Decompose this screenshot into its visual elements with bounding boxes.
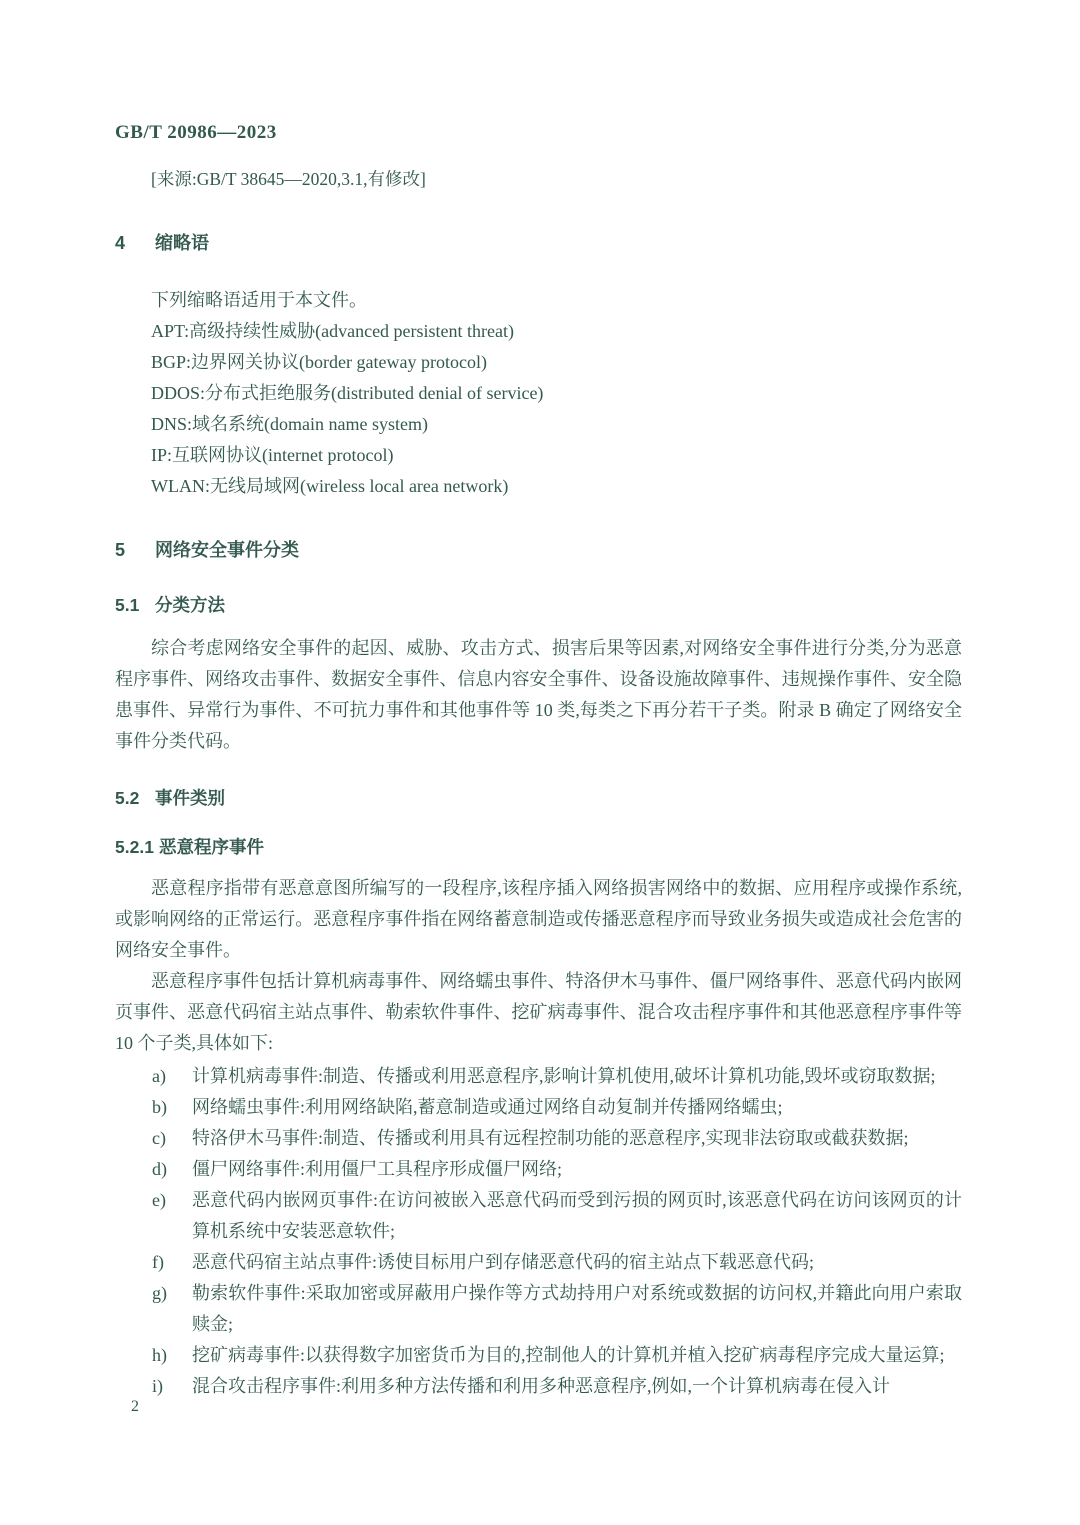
- abbreviation-item: IP:互联网协议(internet protocol): [151, 445, 394, 465]
- section-5-2-1-heading: [115, 834, 962, 859]
- list-item-label: b): [152, 1097, 167, 1117]
- list-item-a: [152, 1061, 962, 1092]
- list-item-label: i): [152, 1376, 163, 1396]
- list-item-label: e): [152, 1190, 166, 1210]
- doc-number: GB/T 20986—2023: [115, 122, 277, 143]
- section-4-heading: [115, 229, 962, 255]
- section-5-1-number: 5.1: [115, 595, 140, 615]
- list-item-f: [152, 1247, 962, 1278]
- section-5-1-heading: [115, 592, 962, 617]
- malware-subtypes-paragraph: 恶意程序事件包括计算机病毒事件、网络蠕虫事件、特洛伊木马事件、僵尸网络事件、恶意代码内嵌网页事件、恶意代码宿主站点事件、勒索软件事件、挖矿病毒事件、混合攻击程序事件和其他恶意程序事件等 10 个子类,具体如下:: [115, 971, 962, 1053]
- section-5-2-heading: [115, 785, 962, 810]
- abbreviation-item: WLAN:无线局域网(wireless local area network): [151, 476, 509, 496]
- malware-subtype-list: [115, 1061, 962, 1402]
- section-5-2-title: 事件类别: [155, 788, 225, 808]
- section-5-2-1-title: 恶意程序事件: [159, 837, 264, 857]
- list-item-text: 僵尸网络事件:利用僵尸工具程序形成僵尸网络;: [192, 1159, 562, 1179]
- abbreviation-item: DDOS:分布式拒绝服务(distributed denial of service): [151, 383, 544, 403]
- list-item-text: 挖矿病毒事件:以获得数字加密货币为目的,控制他人的计算机并植入挖矿病毒程序完成大量运算;: [192, 1345, 945, 1365]
- section-5-heading: [115, 536, 962, 562]
- list-item-label: h): [152, 1345, 167, 1365]
- section-5-title: 网络安全事件分类: [155, 540, 299, 560]
- list-item-text: 特洛伊木马事件:制造、传播或利用具有远程控制功能的恶意程序,实现非法窃取或截获数据;: [192, 1128, 909, 1148]
- abbreviation-item: DNS:域名系统(domain name system): [151, 414, 428, 434]
- list-item-h: [152, 1340, 962, 1371]
- list-item-g: [152, 1278, 962, 1340]
- list-item-text: 勒索软件事件:采取加密或屏蔽用户操作等方式劫持用户对系统或数据的访问权,并籍此向用户索取赎金;: [192, 1283, 962, 1334]
- list-item-text: 恶意代码宿主站点事件:诱使目标用户到存储恶意代码的宿主站点下载恶意代码;: [192, 1252, 814, 1272]
- section-5-2-number: 5.2: [115, 788, 140, 808]
- list-item-c: [152, 1123, 962, 1154]
- list-item-label: a): [152, 1066, 166, 1086]
- section-5-2-1-number: 5.2.1: [115, 837, 154, 857]
- abbreviation-item: APT:高级持续性威胁(advanced persistent threat): [151, 321, 515, 341]
- section-5-number: 5: [115, 540, 126, 560]
- abbreviations-intro: 下列缩略语适用于本文件。: [151, 290, 367, 310]
- page-number: 2: [131, 1398, 139, 1415]
- section-5-1-title: 分类方法: [155, 595, 225, 615]
- abbreviation-item: BGP:边界网关协议(border gateway protocol): [151, 352, 487, 372]
- source-note: [来源:GB/T 38645—2020,3.1,有修改]: [151, 169, 426, 189]
- list-item-text: 计算机病毒事件:制造、传播或利用恶意程序,影响计算机使用,破坏计算机功能,毁坏或窃取数据;: [192, 1066, 936, 1086]
- section-4-title: 缩略语: [155, 233, 209, 253]
- abbreviation-list: [115, 316, 962, 502]
- list-item-label: f): [152, 1252, 164, 1272]
- malware-definition-paragraph: 恶意程序指带有恶意意图所编写的一段程序,该程序插入网络损害网络中的数据、应用程序或操作系统,或影响网络的正常运行。恶意程序事件指在网络蓄意制造或传播恶意程序而导致业务损失或造成社会危害的网络安全事件。: [115, 878, 962, 960]
- list-item-i: [152, 1371, 962, 1402]
- list-item-label: c): [152, 1128, 166, 1148]
- list-item-label: g): [152, 1283, 167, 1303]
- list-item-text: 混合攻击程序事件:利用多种方法传播和利用多种恶意程序,例如,一个计算机病毒在侵入计: [192, 1376, 890, 1396]
- list-item-text: 网络蠕虫事件:利用网络缺陷,蓄意制造或通过网络自动复制并传播网络蠕虫;: [192, 1097, 783, 1117]
- list-item-e: [152, 1185, 962, 1247]
- list-item-b: [152, 1092, 962, 1123]
- section-4-number: 4: [115, 233, 126, 253]
- classification-method-paragraph: 综合考虑网络安全事件的起因、威胁、攻击方式、损害后果等因素,对网络安全事件进行分类,分为恶意程序事件、网络攻击事件、数据安全事件、信息内容安全事件、设备设施故障事件、违规操作事件、安全隐患事件、异常行为事件、不可抗力事件和其他事件等 10 类,每类之下再分若干子类。附录 B 确定了网络安全事件分类代码。: [115, 638, 962, 751]
- list-item-label: d): [152, 1159, 167, 1179]
- list-item-text: 恶意代码内嵌网页事件:在访问被嵌入恶意代码而受到污损的网页时,该恶意代码在访问该网页的计算机系统中安装恶意软件;: [192, 1190, 962, 1241]
- list-item-d: [152, 1154, 962, 1185]
